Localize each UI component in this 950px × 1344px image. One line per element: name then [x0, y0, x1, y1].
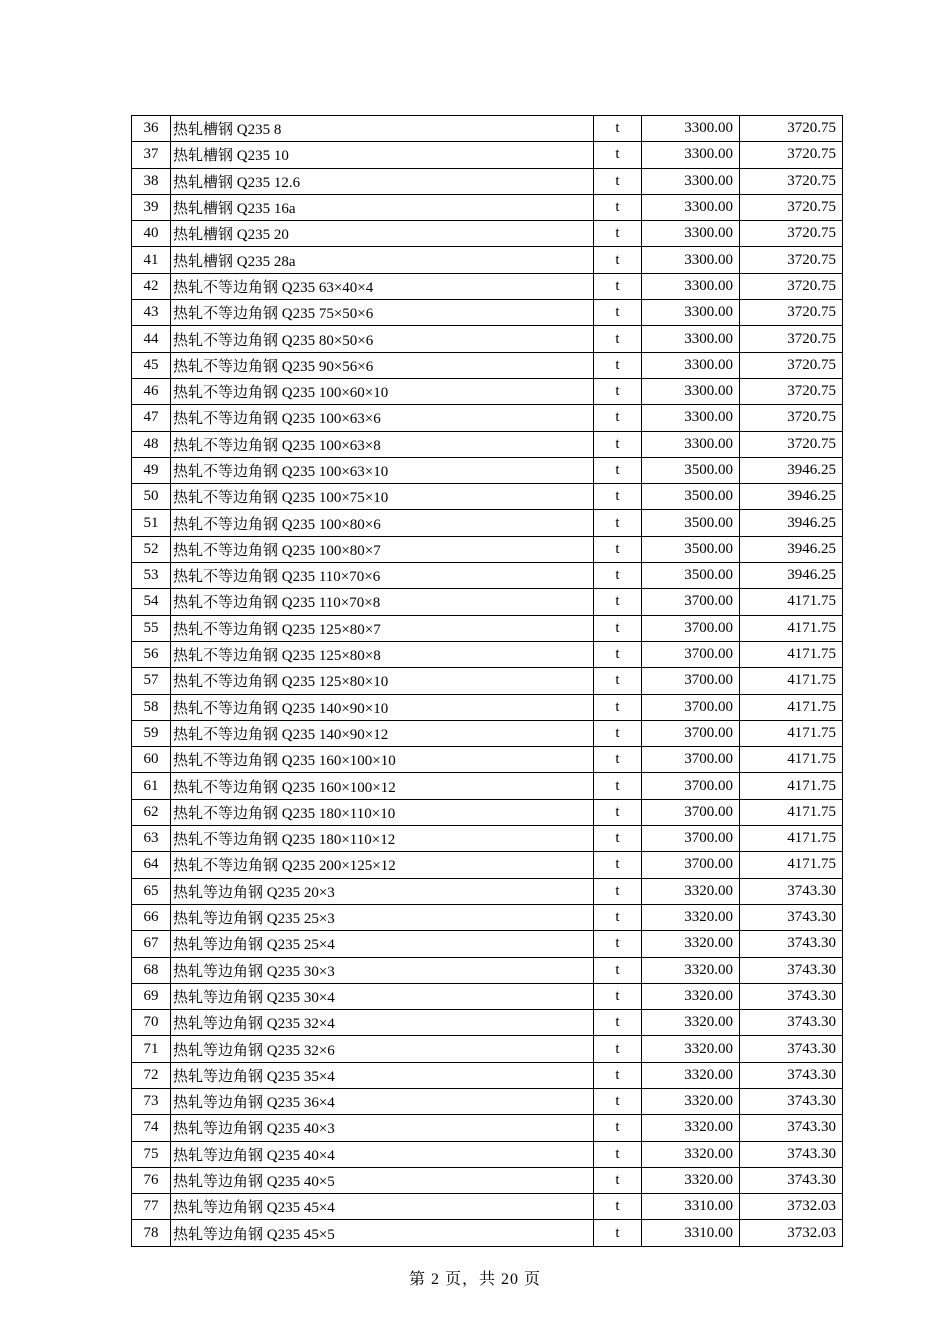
table-row [132, 510, 843, 536]
unit-cell: t [594, 983, 642, 1009]
item-name: 热轧等边角钢 Q235 30×4 [171, 983, 594, 1009]
unit-price: 3320.00 [642, 957, 740, 983]
unit-price: 3500.00 [642, 536, 740, 562]
row-number: 75 [132, 1141, 171, 1167]
unit-cell: t [594, 194, 642, 220]
item-name: 热轧不等边角钢 Q235 80×50×6 [171, 326, 594, 352]
unit-price: 3300.00 [642, 247, 740, 273]
item-name: 热轧等边角钢 Q235 30×3 [171, 957, 594, 983]
table-row [132, 1062, 843, 1088]
unit-cell: t [594, 510, 642, 536]
row-number: 38 [132, 168, 171, 194]
item-name: 热轧不等边角钢 Q235 75×50×6 [171, 300, 594, 326]
total-price: 4171.75 [740, 615, 843, 641]
item-name: 热轧不等边角钢 Q235 110×70×6 [171, 563, 594, 589]
item-name: 热轧槽钢 Q235 28a [171, 247, 594, 273]
unit-price: 3320.00 [642, 1167, 740, 1193]
total-price: 3946.25 [740, 563, 843, 589]
total-price: 3743.30 [740, 904, 843, 930]
total-price: 3720.75 [740, 378, 843, 404]
unit-cell: t [594, 405, 642, 431]
table-row [132, 1141, 843, 1167]
unit-price: 3700.00 [642, 668, 740, 694]
unit-cell: t [594, 720, 642, 746]
unit-cell: t [594, 300, 642, 326]
unit-price: 3500.00 [642, 510, 740, 536]
unit-cell: t [594, 747, 642, 773]
page-footer: 第 2 页，共 20 页 [408, 1271, 541, 1288]
unit-cell: t [594, 378, 642, 404]
item-name: 热轧不等边角钢 Q235 200×125×12 [171, 852, 594, 878]
unit-price: 3320.00 [642, 904, 740, 930]
table-row [132, 168, 843, 194]
total-price: 3720.75 [740, 326, 843, 352]
unit-price: 3500.00 [642, 457, 740, 483]
unit-cell: t [594, 641, 642, 667]
total-price: 3743.30 [740, 1141, 843, 1167]
total-price: 3732.03 [740, 1220, 843, 1246]
row-number: 74 [132, 1115, 171, 1141]
unit-price: 3300.00 [642, 221, 740, 247]
table-row [132, 142, 843, 168]
row-number: 73 [132, 1088, 171, 1114]
unit-cell: t [594, 1088, 642, 1114]
item-name: 热轧等边角钢 Q235 45×5 [171, 1220, 594, 1246]
row-number: 44 [132, 326, 171, 352]
item-name: 热轧不等边角钢 Q235 100×63×10 [171, 457, 594, 483]
unit-price: 3300.00 [642, 142, 740, 168]
unit-price: 3700.00 [642, 826, 740, 852]
unit-cell: t [594, 457, 642, 483]
unit-price: 3700.00 [642, 720, 740, 746]
unit-price: 3320.00 [642, 1036, 740, 1062]
item-name: 热轧等边角钢 Q235 40×4 [171, 1141, 594, 1167]
total-price: 3743.30 [740, 931, 843, 957]
item-name: 热轧等边角钢 Q235 45×4 [171, 1194, 594, 1220]
row-number: 59 [132, 720, 171, 746]
row-number: 76 [132, 1167, 171, 1193]
table-row [132, 405, 843, 431]
total-price: 3732.03 [740, 1194, 843, 1220]
item-name: 热轧等边角钢 Q235 36×4 [171, 1088, 594, 1114]
item-name: 热轧等边角钢 Q235 32×4 [171, 1010, 594, 1036]
unit-price: 3320.00 [642, 1010, 740, 1036]
row-number: 77 [132, 1194, 171, 1220]
table-row [132, 1194, 843, 1220]
row-number: 46 [132, 378, 171, 404]
row-number: 49 [132, 457, 171, 483]
unit-price: 3320.00 [642, 878, 740, 904]
unit-cell: t [594, 1194, 642, 1220]
row-number: 53 [132, 563, 171, 589]
row-number: 70 [132, 1010, 171, 1036]
total-price: 4171.75 [740, 826, 843, 852]
total-price: 3946.25 [740, 510, 843, 536]
item-name: 热轧槽钢 Q235 8 [171, 116, 594, 142]
table-row [132, 694, 843, 720]
unit-cell: t [594, 957, 642, 983]
unit-cell: t [594, 352, 642, 378]
table-row [132, 563, 843, 589]
unit-price: 3320.00 [642, 1115, 740, 1141]
total-price: 4171.75 [740, 589, 843, 615]
unit-price: 3500.00 [642, 563, 740, 589]
unit-cell: t [594, 273, 642, 299]
item-name: 热轧不等边角钢 Q235 100×75×10 [171, 484, 594, 510]
row-number: 71 [132, 1036, 171, 1062]
total-price: 3720.75 [740, 168, 843, 194]
item-name: 热轧不等边角钢 Q235 180×110×10 [171, 799, 594, 825]
table-row [132, 1010, 843, 1036]
unit-cell: t [594, 878, 642, 904]
unit-price: 3320.00 [642, 983, 740, 1009]
item-name: 热轧等边角钢 Q235 40×3 [171, 1115, 594, 1141]
row-number: 52 [132, 536, 171, 562]
table-row [132, 615, 843, 641]
unit-cell: t [594, 536, 642, 562]
price-table-body [132, 116, 843, 1247]
table-row [132, 878, 843, 904]
table-row [132, 826, 843, 852]
total-price: 4171.75 [740, 641, 843, 667]
unit-price: 3320.00 [642, 1062, 740, 1088]
table-row [132, 300, 843, 326]
unit-price: 3700.00 [642, 799, 740, 825]
item-name: 热轧等边角钢 Q235 25×3 [171, 904, 594, 930]
unit-price: 3300.00 [642, 116, 740, 142]
row-number: 43 [132, 300, 171, 326]
total-price: 3743.30 [740, 1167, 843, 1193]
unit-price: 3700.00 [642, 694, 740, 720]
total-price: 3720.75 [740, 352, 843, 378]
row-number: 68 [132, 957, 171, 983]
unit-price: 3320.00 [642, 931, 740, 957]
total-price: 3720.75 [740, 273, 843, 299]
item-name: 热轧不等边角钢 Q235 100×80×6 [171, 510, 594, 536]
unit-cell: t [594, 904, 642, 930]
unit-cell: t [594, 247, 642, 273]
row-number: 62 [132, 799, 171, 825]
total-price: 3743.30 [740, 1062, 843, 1088]
table-row [132, 720, 843, 746]
total-price: 3946.25 [740, 484, 843, 510]
unit-price: 3320.00 [642, 1141, 740, 1167]
item-name: 热轧槽钢 Q235 16a [171, 194, 594, 220]
total-price: 3946.25 [740, 457, 843, 483]
table-row [132, 957, 843, 983]
unit-cell: t [594, 142, 642, 168]
row-number: 72 [132, 1062, 171, 1088]
row-number: 50 [132, 484, 171, 510]
row-number: 37 [132, 142, 171, 168]
total-price: 3743.30 [740, 1010, 843, 1036]
row-number: 69 [132, 983, 171, 1009]
item-name: 热轧不等边角钢 Q235 100×63×6 [171, 405, 594, 431]
unit-price: 3700.00 [642, 589, 740, 615]
item-name: 热轧不等边角钢 Q235 100×80×7 [171, 536, 594, 562]
unit-cell: t [594, 221, 642, 247]
table-row [132, 589, 843, 615]
unit-cell: t [594, 1010, 642, 1036]
row-number: 66 [132, 904, 171, 930]
row-number: 40 [132, 221, 171, 247]
unit-cell: t [594, 826, 642, 852]
item-name: 热轧不等边角钢 Q235 140×90×10 [171, 694, 594, 720]
table-row [132, 378, 843, 404]
total-price: 3743.30 [740, 1088, 843, 1114]
item-name: 热轧等边角钢 Q235 20×3 [171, 878, 594, 904]
table-row [132, 247, 843, 273]
item-name: 热轧槽钢 Q235 20 [171, 221, 594, 247]
item-name: 热轧等边角钢 Q235 35×4 [171, 1062, 594, 1088]
unit-cell: t [594, 589, 642, 615]
total-price: 4171.75 [740, 747, 843, 773]
table-row [132, 1036, 843, 1062]
total-price: 3743.30 [740, 957, 843, 983]
total-price: 3720.75 [740, 300, 843, 326]
table-row [132, 747, 843, 773]
unit-price: 3700.00 [642, 615, 740, 641]
unit-price: 3300.00 [642, 378, 740, 404]
total-price: 3743.30 [740, 983, 843, 1009]
item-name: 热轧不等边角钢 Q235 160×100×12 [171, 773, 594, 799]
total-price: 3720.75 [740, 116, 843, 142]
unit-cell: t [594, 326, 642, 352]
table-row [132, 1115, 843, 1141]
total-price: 3720.75 [740, 194, 843, 220]
price-table [131, 115, 843, 1247]
unit-cell: t [594, 1220, 642, 1246]
item-name: 热轧等边角钢 Q235 40×5 [171, 1167, 594, 1193]
item-name: 热轧等边角钢 Q235 32×6 [171, 1036, 594, 1062]
unit-cell: t [594, 1141, 642, 1167]
table-row [132, 852, 843, 878]
total-price: 3720.75 [740, 405, 843, 431]
unit-cell: t [594, 852, 642, 878]
total-price: 4171.75 [740, 852, 843, 878]
table-row [132, 1220, 843, 1246]
total-price: 3946.25 [740, 536, 843, 562]
total-price: 4171.75 [740, 720, 843, 746]
unit-price: 3700.00 [642, 747, 740, 773]
row-number: 63 [132, 826, 171, 852]
total-price: 3743.30 [740, 1036, 843, 1062]
total-price: 3743.30 [740, 1115, 843, 1141]
row-number: 60 [132, 747, 171, 773]
row-number: 42 [132, 273, 171, 299]
row-number: 51 [132, 510, 171, 536]
unit-price: 3500.00 [642, 484, 740, 510]
total-price: 4171.75 [740, 668, 843, 694]
row-number: 41 [132, 247, 171, 273]
unit-price: 3700.00 [642, 773, 740, 799]
row-number: 61 [132, 773, 171, 799]
table-row [132, 799, 843, 825]
table-row [132, 273, 843, 299]
unit-price: 3300.00 [642, 405, 740, 431]
unit-cell: t [594, 484, 642, 510]
item-name: 热轧不等边角钢 Q235 125×80×8 [171, 641, 594, 667]
total-price: 3743.30 [740, 878, 843, 904]
unit-cell: t [594, 1167, 642, 1193]
unit-price: 3300.00 [642, 168, 740, 194]
row-number: 47 [132, 405, 171, 431]
table-row [132, 116, 843, 142]
item-name: 热轧不等边角钢 Q235 90×56×6 [171, 352, 594, 378]
unit-cell: t [594, 431, 642, 457]
row-number: 64 [132, 852, 171, 878]
unit-price: 3300.00 [642, 431, 740, 457]
row-number: 48 [132, 431, 171, 457]
row-number: 39 [132, 194, 171, 220]
row-number: 45 [132, 352, 171, 378]
item-name: 热轧不等边角钢 Q235 125×80×10 [171, 668, 594, 694]
unit-cell: t [594, 773, 642, 799]
unit-price: 3300.00 [642, 300, 740, 326]
item-name: 热轧不等边角钢 Q235 160×100×10 [171, 747, 594, 773]
unit-price: 3300.00 [642, 326, 740, 352]
unit-price: 3310.00 [642, 1220, 740, 1246]
table-row [132, 431, 843, 457]
unit-price: 3320.00 [642, 1088, 740, 1114]
unit-cell: t [594, 563, 642, 589]
table-row [132, 457, 843, 483]
item-name: 热轧槽钢 Q235 12.6 [171, 168, 594, 194]
item-name: 热轧等边角钢 Q235 25×4 [171, 931, 594, 957]
row-number: 58 [132, 694, 171, 720]
unit-cell: t [594, 1036, 642, 1062]
table-row [132, 641, 843, 667]
table-row [132, 773, 843, 799]
total-price: 3720.75 [740, 431, 843, 457]
unit-price: 3300.00 [642, 352, 740, 378]
unit-cell: t [594, 1115, 642, 1141]
unit-cell: t [594, 668, 642, 694]
table-row [132, 484, 843, 510]
table-row [132, 983, 843, 1009]
unit-price: 3300.00 [642, 194, 740, 220]
item-name: 热轧不等边角钢 Q235 125×80×7 [171, 615, 594, 641]
unit-price: 3310.00 [642, 1194, 740, 1220]
item-name: 热轧不等边角钢 Q235 100×60×10 [171, 378, 594, 404]
total-price: 3720.75 [740, 221, 843, 247]
row-number: 67 [132, 931, 171, 957]
unit-price: 3700.00 [642, 641, 740, 667]
table-row [132, 1167, 843, 1193]
table-row [132, 326, 843, 352]
table-row [132, 536, 843, 562]
row-number: 54 [132, 589, 171, 615]
table-row [132, 352, 843, 378]
unit-cell: t [594, 615, 642, 641]
unit-cell: t [594, 1062, 642, 1088]
total-price: 4171.75 [740, 799, 843, 825]
unit-cell: t [594, 168, 642, 194]
item-name: 热轧不等边角钢 Q235 63×40×4 [171, 273, 594, 299]
table-row [132, 221, 843, 247]
item-name: 热轧不等边角钢 Q235 140×90×12 [171, 720, 594, 746]
item-name: 热轧不等边角钢 Q235 110×70×8 [171, 589, 594, 615]
row-number: 55 [132, 615, 171, 641]
row-number: 57 [132, 668, 171, 694]
unit-price: 3300.00 [642, 273, 740, 299]
total-price: 3720.75 [740, 142, 843, 168]
total-price: 4171.75 [740, 773, 843, 799]
table-row [132, 668, 843, 694]
total-price: 4171.75 [740, 694, 843, 720]
item-name: 热轧槽钢 Q235 10 [171, 142, 594, 168]
unit-cell: t [594, 116, 642, 142]
table-row [132, 931, 843, 957]
item-name: 热轧不等边角钢 Q235 180×110×12 [171, 826, 594, 852]
unit-cell: t [594, 694, 642, 720]
table-row [132, 904, 843, 930]
table-row [132, 1088, 843, 1114]
row-number: 65 [132, 878, 171, 904]
unit-price: 3700.00 [642, 852, 740, 878]
unit-cell: t [594, 799, 642, 825]
total-price: 3720.75 [740, 247, 843, 273]
unit-cell: t [594, 931, 642, 957]
item-name: 热轧不等边角钢 Q235 100×63×8 [171, 431, 594, 457]
row-number: 36 [132, 116, 171, 142]
row-number: 78 [132, 1220, 171, 1246]
table-row [132, 194, 843, 220]
row-number: 56 [132, 641, 171, 667]
